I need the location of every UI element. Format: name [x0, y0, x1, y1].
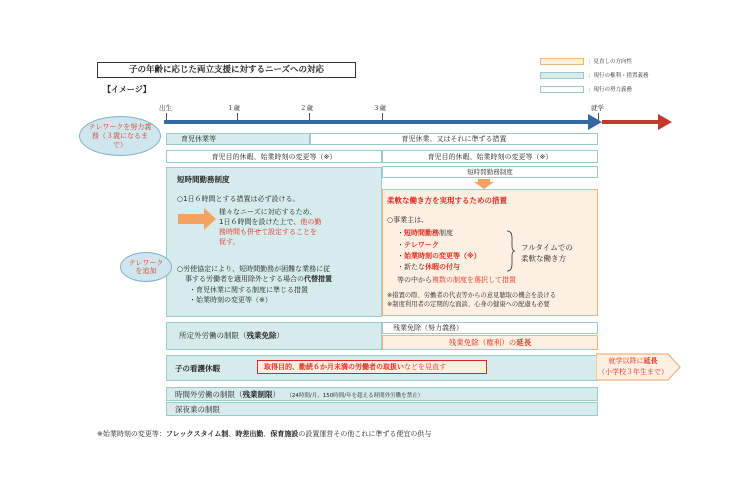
legend-swatch-current-right: [540, 72, 584, 79]
timeline-label-school: 就学: [591, 104, 604, 112]
footnote-bold2: 時差出勤: [235, 430, 264, 438]
legend: [540, 58, 690, 96]
flexible-note2: ※制度利用者の定期的な面談、心身の健康への配慮も必要: [387, 301, 550, 308]
flexible-line2-red: 複数の制度を選択して措置: [432, 276, 516, 284]
childcare-purpose-right-label: 育児目的休暇、始業時刻の変更等（※）: [427, 153, 553, 161]
row-overtime-exempt-effort: [382, 322, 598, 334]
flexible-item4-red: 休暇の付与: [425, 263, 460, 271]
short-hours-note2-row: [219, 218, 321, 227]
row-childcare-leave: [166, 133, 310, 145]
timeline-label-2y: ２歳: [300, 104, 313, 112]
short-hours-note2-red: 他の勤: [300, 218, 322, 226]
row-childcare-purpose-right: [382, 150, 598, 163]
down-arrow-icon: [474, 179, 494, 189]
nursing-extension-line2: （小学校３年生まで）: [598, 368, 668, 376]
overtime-left-pre: 所定外労働の制限（: [179, 331, 247, 340]
childcare-purpose-left-label: 育児目的休暇、始業時刻の変更等（※）: [211, 153, 337, 161]
flexible-brace-label2: 柔軟な働き方: [521, 254, 566, 263]
short-hours-note4: 促す。: [219, 238, 240, 246]
legend-swatch-effort: [540, 86, 584, 93]
overtime-limit-bold: 残業制限: [242, 390, 273, 399]
flexible-item2-row: ・テレワーク: [397, 241, 439, 249]
footnote-bold1: フレックスタイム制: [165, 430, 229, 438]
overtime-extend-pre: 残業免除（権利）の: [448, 338, 517, 347]
row-childcare-purpose-left: [166, 150, 382, 163]
short-hours-box: [166, 167, 382, 317]
telework-add-bubble: [120, 252, 172, 282]
telework-add-text: テレワークを追加: [128, 259, 164, 275]
brace-icon: [507, 230, 515, 272]
telework-effort-bubble: [79, 116, 161, 156]
childcare-leave-label: 育児休業等: [181, 135, 216, 143]
nursing-leave-detail-red: 取得目的、勤続６か月未満の労働者の取扱い: [264, 363, 404, 371]
timeline-label-1y: １歳: [227, 104, 240, 112]
row-night-work: [166, 402, 598, 416]
timeline-arrow-blue-head: [588, 114, 602, 130]
row-childcare-leave-right: [310, 133, 598, 145]
legend-label-direction: ：見直しの方向性: [588, 59, 633, 65]
legend-swatch-direction: [540, 58, 584, 65]
legend-label-effort: ：現行の努力義務: [588, 87, 633, 93]
overtime-left-row: [167, 323, 381, 340]
overtime-extend-bold: 延長: [516, 338, 532, 347]
timeline-label-3y: ３歳: [373, 104, 386, 112]
overtime-left-post: ）: [276, 331, 284, 340]
flexible-item2-red: テレワーク: [404, 241, 439, 249]
footnote-bold3: 保育施設: [270, 430, 299, 438]
flexible-item1: 制度: [439, 229, 453, 237]
footnote-pre: ※始業時刻の変更等：: [97, 430, 166, 438]
overtime-effort-label: 残業免除（努力義務）: [393, 324, 463, 332]
short-hours-small-box: [382, 166, 598, 178]
nursing-extension-bold: 延長: [643, 357, 658, 365]
timeline-arrow-red-head: [658, 114, 672, 130]
flexible-line2-row: [397, 276, 516, 285]
overtime-left-bold: 残業免除: [246, 331, 277, 340]
flexible-item4-row: ・新たな休暇の付与: [397, 263, 460, 271]
timeline-arrow: [160, 111, 680, 133]
overtime-extend-row: [383, 336, 597, 349]
overtime-limit-post: ）: [272, 390, 280, 399]
flexible-brace-label1: フルタイムでの: [521, 243, 573, 252]
row-overtime-exempt-left: [166, 322, 382, 350]
short-hours-note1: 様々なニーズに対応するため、: [219, 208, 317, 216]
flexible-note1: ※措置の際、労働者の代表等からの意見聴取の機会を設ける: [387, 292, 556, 299]
timeline-label-birth: 出生: [159, 104, 172, 112]
short-hours-sub2: ・始業時刻の変更等（※）: [189, 296, 272, 304]
right-arrow-icon: [178, 208, 216, 230]
short-hours-sub1: ・育児休業に関する制度に準じる措置: [189, 286, 308, 294]
short-hours-note2: 1日６時間を設けた上で、: [219, 218, 301, 226]
telework-effort-text: テレワークを努力義務（３歳になるまで）: [88, 122, 152, 149]
night-work-label: 深夜業の制限: [175, 405, 220, 414]
short-hours-line1: ○1日６時間とする措置は必ず設ける。: [177, 195, 300, 203]
footnote-sep2: 、: [263, 430, 271, 438]
nursing-leave-detail-box: [257, 360, 487, 374]
row-overtime-limit: [166, 387, 598, 401]
short-hours-line3: 事する労働者を適用除外とする場合の: [185, 275, 304, 283]
overtime-limit-pre: 時間外労働の制限（: [175, 390, 243, 399]
short-hours-line3-bold: 代替措置: [304, 275, 332, 283]
overtime-limit-note: （24時間/月、150時間/年を超える時間外労働を禁止）: [286, 393, 424, 399]
nursing-leave-detail-row: [258, 361, 486, 373]
short-hours-line2: ○労使協定により、短時間勤務が困難な業務に従: [177, 265, 331, 273]
nursing-extension-pre: 就学以降に: [608, 357, 644, 365]
legend-label-current-right: ：現行の権利・措置義務: [588, 73, 649, 79]
short-hours-heading: 短時間勤務制度: [177, 175, 230, 184]
image-label: 【イメージ】: [103, 85, 151, 94]
row-overtime-exempt-extend: [382, 335, 598, 350]
footnote: [97, 430, 431, 439]
short-hours-small-label: 短時間勤務制度: [467, 168, 513, 176]
nursing-extension-line1: [598, 357, 668, 366]
footnote-sep1: 、: [228, 430, 236, 438]
flexible-item1-row: ・短時間勤務制度: [397, 229, 453, 237]
flexible-item4-pre: 新たな: [404, 263, 425, 271]
short-hours-line3-row: [185, 275, 332, 284]
footnote-post: の設置運営その他これに準ずる便宜の供与: [298, 430, 432, 438]
nursing-leave-label: 子の看護休暇: [175, 364, 220, 373]
childcare-leave-right-label: 育児休業、又はそれに準ずる措置: [401, 135, 507, 143]
overtime-limit-row: [167, 388, 597, 403]
flexible-item1-red: 短時間勤務: [404, 229, 439, 237]
flexible-line2-pre: 等の中から: [397, 276, 432, 284]
flexible-work-box: [382, 189, 598, 316]
flexible-work-line1: ○事業主は、: [387, 216, 429, 224]
flexible-item3-row: ・始業時刻の変更等（※）: [397, 252, 481, 260]
flexible-work-heading: 柔軟な働き方を実現するための措置: [387, 196, 507, 205]
flexible-item3-red: 始業時刻の変更等（※）: [404, 252, 481, 260]
title-box: [97, 62, 356, 78]
short-hours-note3: 務時間も併せて設定することを: [219, 228, 317, 236]
nursing-leave-detail-post: などを見直す: [404, 363, 446, 371]
page-title: 子の年齢に応じた両立支援に対するニーズへの対応: [128, 65, 325, 75]
